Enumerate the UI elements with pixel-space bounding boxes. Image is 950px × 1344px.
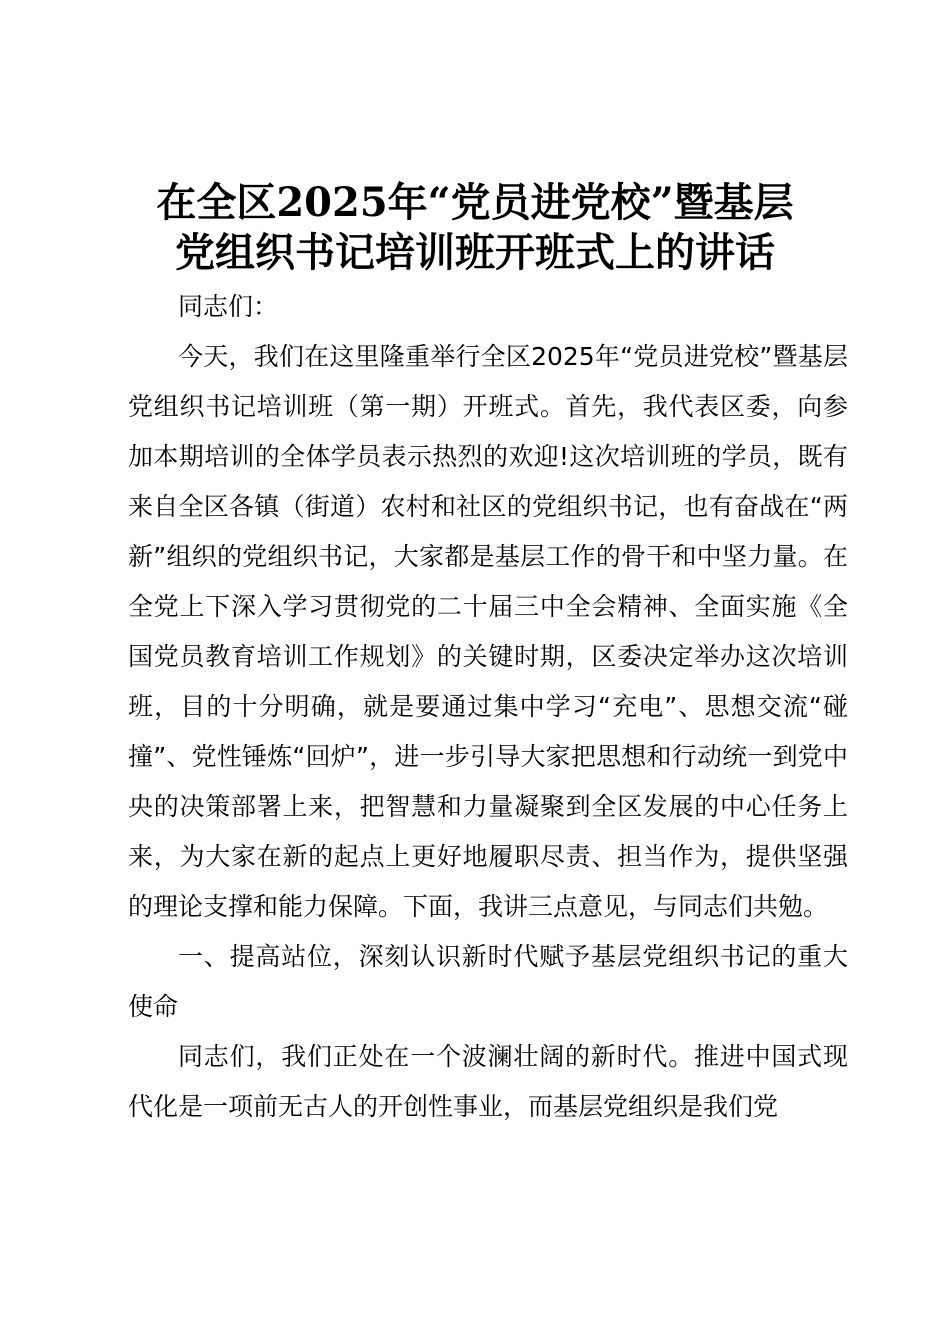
section-heading-1: 一、提高站位，深刻认识新时代赋予基层党组织书记的重大使命 [128, 942, 848, 1021]
salutation: 同志们： [178, 292, 279, 321]
paragraph-intro: 今天，我们在这里隆重举行全区2025年“党员进党校”暨基层党组织书记培训班（第一期）开班式。首先，我代表区委，向参加本期培训的全体学员表示热烈的欢迎!这次培训班的学员，既有来自全区各镇（街道）农村和社区的党组织书记，也有奋战在“两新”组织的党组织书记，大家都是基层工作的骨干和中坚力量。在全党上下深入学习贯彻党的二十届三中全会精神、全面实施《全国党员教育培训工作规划》的关键时期，区委决定举办这次培训班，目的十分明确，就是要通过集中学习“充电”、思想交流“碰撞”、党性锤炼“回炉”，进一步引导大家把思想和行动统一到党中央的决策部署上来，把智慧和力量凝聚到全区发展的中心任务上来，为大家在新的起点上更好地履职尽责、担当作为，提供坚强的理论支撑和能力保障。下面，我讲三点意见，与同志们共勉。 [128, 342, 848, 921]
document-body [128, 282, 848, 1132]
title-line-1: 在全区2025年“党员进党校”暨基层 [156, 179, 794, 226]
title-line-2: 党组织书记培训班开班式上的讲话 [175, 229, 775, 276]
document-title [60, 178, 890, 278]
paragraph-section-1: 同志们，我们正处在一个波澜壮阔的新时代。推进中国式现代化是一项前无古人的开创性事业，而基层党组织是我们党 [128, 1042, 848, 1121]
